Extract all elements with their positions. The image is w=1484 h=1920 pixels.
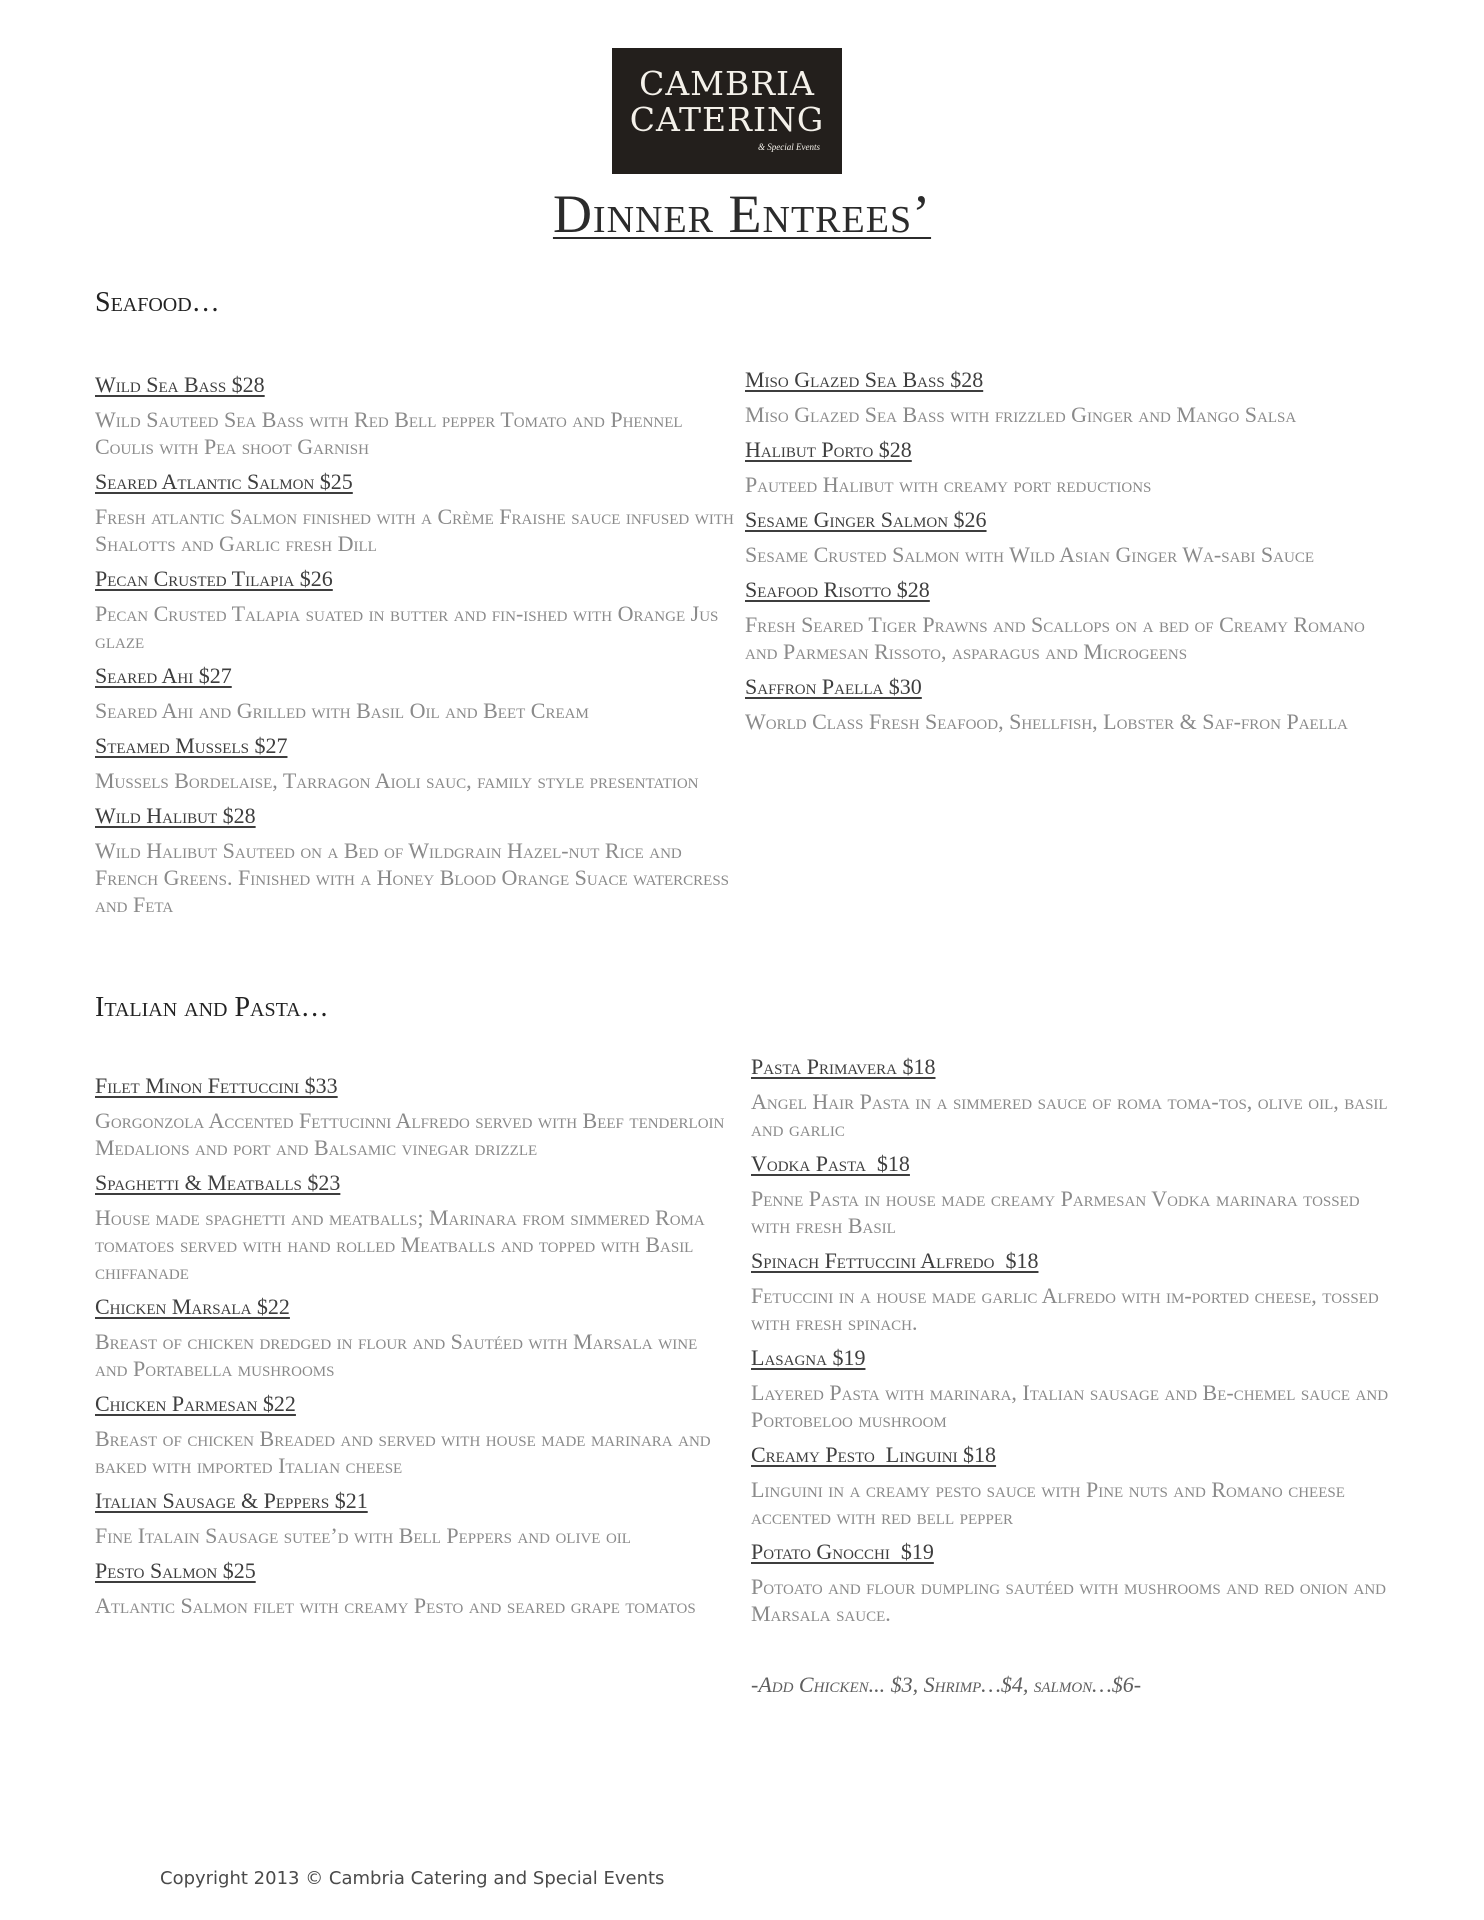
menu-item-name: Pecan Crusted Tilapia $26 (95, 566, 333, 591)
logo-tagline: & Special Events (758, 142, 820, 152)
menu-item-name: Steamed Mussels $27 (95, 733, 288, 758)
menu-item-description: Pauteed Halibut with creamy port reductions (745, 472, 1152, 497)
menu-item-name: Seafood Risotto $28 (745, 577, 930, 602)
menu-item (751, 1053, 1391, 1142)
menu-item-name: Seared Atlantic Salmon $25 (95, 469, 353, 494)
logo-line-2: CATERING (629, 100, 825, 139)
menu-item-description: Penne Pasta in house made creamy Parmesan Vodka marinara tossed with fresh Basil (751, 1186, 1360, 1238)
menu-item (95, 1390, 735, 1479)
menu-item-description: Gorgonzola Accented Fettucinni Alfredo served with Beef tenderloin Medalions and port and Balsamic vinegar drizzle (95, 1108, 725, 1160)
menu-item-description: Wild Sauteed Sea Bass with Red Bell pepper Tomato and Phennel Coulis with Pea shoot Garnish (95, 407, 683, 459)
menu-item (95, 1487, 735, 1549)
cambria-catering-logo (612, 48, 842, 174)
menu-item (95, 1557, 735, 1619)
menu-item-name: Miso Glazed Sea Bass $28 (745, 367, 984, 392)
seafood-right-column (745, 366, 1385, 743)
menu-item-description: Linguini in a creamy pesto sauce with Pine nuts and Romano cheese accented with red bell pepper (751, 1477, 1345, 1529)
menu-item-name: Spinach Fettuccini Alfredo $18 (751, 1248, 1039, 1273)
menu-item-name: Italian Sausage & Peppers $21 (95, 1488, 368, 1513)
menu-item (95, 371, 735, 460)
menu-item (95, 1169, 735, 1285)
italian-pasta-heading: Italian and Pasta… (95, 992, 329, 1023)
menu-item-description: Atlantic Salmon filet with creamy Pesto and seared grape tomatos (95, 1593, 696, 1618)
menu-item (95, 565, 735, 654)
page-title (0, 183, 1484, 245)
menu-item-description: World Class Fresh Seafood, Shellfish, Lobster & Saf-fron Paella (745, 709, 1348, 734)
menu-item (751, 1538, 1391, 1627)
menu-item-name: Saffron Paella $30 (745, 674, 922, 699)
menu-item-description: House made spaghetti and meatballs; Marinara from simmered Roma tomatoes served with hand rolled Meatballs and topped with Basil chiffanade (95, 1205, 705, 1284)
menu-item (751, 1247, 1391, 1336)
pasta-left-column (95, 1072, 735, 1627)
menu-item (95, 662, 735, 724)
menu-item-description: Fine Italain Sausage sutee’d with Bell Peppers and olive oil (95, 1523, 631, 1548)
menu-item (751, 1344, 1391, 1433)
pasta-right-column (751, 1053, 1391, 1698)
menu-item-description: Angel Hair Pasta in a simmered sauce of roma toma-tos, olive oil, basil and garlic (751, 1089, 1388, 1141)
menu-item-description: Fresh Seared Tiger Prawns and Scallops on a bed of Creamy Romano and Parmesan Rissoto, asparagus and Microgeens (745, 612, 1365, 664)
menu-item (95, 1072, 735, 1161)
menu-item-name: Sesame Ginger Salmon $26 (745, 507, 987, 532)
add-protein-note: -Add Chicken... $3, Shrimp…$4, salmon…$6- (751, 1672, 1142, 1697)
menu-item-name: Seared Ahi $27 (95, 663, 232, 688)
menu-item (745, 436, 1385, 498)
menu-item-description: Miso Glazed Sea Bass with frizzled Ginger and Mango Salsa (745, 402, 1297, 427)
menu-item (95, 468, 735, 557)
menu-item-name: Chicken Parmesan $22 (95, 1391, 296, 1416)
logo-line-1: CAMBRIA (639, 64, 815, 103)
menu-item (745, 366, 1385, 428)
menu-item-description: Layered Pasta with marinara, Italian sausage and Be-chemel sauce and Portobeloo mushroom (751, 1380, 1389, 1432)
copyright-footer: Copyright 2013 © Cambria Catering and Special Events (160, 1868, 665, 1889)
menu-item-description: Fetuccini in a house made garlic Alfredo with im-ported cheese, tossed with fresh spinach. (751, 1283, 1379, 1335)
menu-item-description: Breast of chicken Breaded and served with house made marinara and baked with imported Italian cheese (95, 1426, 711, 1478)
menu-item-name: Pesto Salmon $25 (95, 1558, 256, 1583)
menu-item-name: Chicken Marsala $22 (95, 1294, 290, 1319)
menu-item-name: Wild Halibut $28 (95, 803, 256, 828)
menu-item-name: Pasta Primavera $18 (751, 1054, 936, 1079)
menu-item-description: Pecan Crusted Talapia suated in butter and fin-ished with Orange Jus glaze (95, 601, 719, 653)
menu-item-description: Breast of chicken dredged in flour and Sautéed with Marsala wine and Portabella mushrooms (95, 1329, 698, 1381)
seafood-left-column (95, 371, 735, 926)
menu-item-description: Sesame Crusted Salmon with Wild Asian Ginger Wa-sabi Sauce (745, 542, 1314, 567)
menu-item-description: Seared Ahi and Grilled with Basil Oil and Beet Cream (95, 698, 589, 723)
menu-item-description: Mussels Bordelaise, Tarragon Aioli sauc, family style presentation (95, 768, 699, 793)
menu-item (751, 1150, 1391, 1239)
menu-item (745, 576, 1385, 665)
menu-item (745, 506, 1385, 568)
menu-item-name: Filet Minon Fettuccini $33 (95, 1073, 338, 1098)
menu-item-description: Wild Halibut Sauteed on a Bed of Wildgrain Hazel-nut Rice and French Greens. Finished with a Honey Blood Orange Suace watercress and Feta (95, 838, 730, 917)
menu-item-name: Lasagna $19 (751, 1345, 866, 1370)
menu-item (745, 673, 1385, 735)
seafood-heading: Seafood… (95, 287, 220, 318)
menu-item-name: Halibut Porto $28 (745, 437, 912, 462)
menu-item-description: Fresh atlantic Salmon finished with a Crème Fraishe sauce infused with Shalotts and Garlic fresh Dill (95, 504, 734, 556)
menu-item-name: Vodka Pasta $18 (751, 1151, 910, 1176)
menu-item (751, 1441, 1391, 1530)
menu-item (95, 1293, 735, 1382)
menu-item (95, 732, 735, 794)
page-title-text: Dinner Entrees’ (552, 184, 932, 244)
menu-item-description: Potoato and flour dumpling sautéed with mushrooms and red onion and Marsala sauce. (751, 1574, 1387, 1626)
menu-item-name: Creamy Pesto Linguini $18 (751, 1442, 997, 1467)
menu-item-name: Spaghetti & Meatballs $23 (95, 1170, 341, 1195)
menu-item-name: Potato Gnocchi $19 (751, 1539, 934, 1564)
menu-item (95, 802, 735, 918)
menu-item-name: Wild Sea Bass $28 (95, 372, 265, 397)
